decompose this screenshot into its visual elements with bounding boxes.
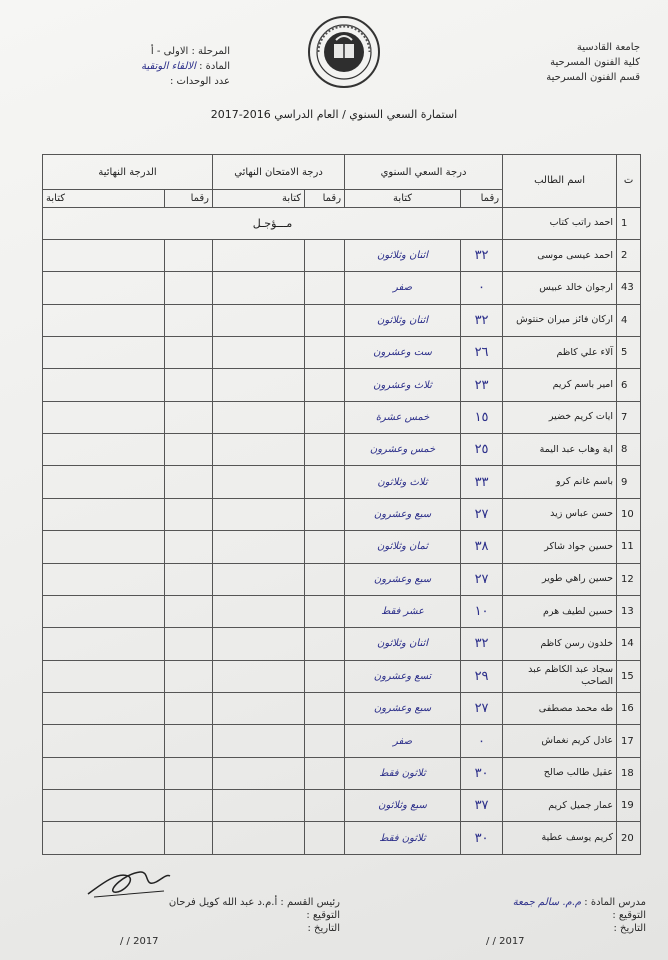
table-row — [43, 563, 641, 595]
student-name: طه محمد مصطفى — [503, 692, 617, 724]
student-name: آلاء علي كاظم — [503, 337, 617, 369]
annual-words: صفر — [345, 725, 461, 757]
student-name: عمار جميل كريم — [503, 790, 617, 822]
annual-words: ثلاث وثلاثون — [345, 466, 461, 498]
final-words — [43, 790, 165, 822]
annual-digits: ٢٣ — [461, 369, 503, 401]
exam-words — [213, 757, 305, 789]
row-number: 16 — [617, 692, 641, 724]
final-digits — [165, 790, 213, 822]
exam-words — [213, 692, 305, 724]
row-number: 43 — [617, 272, 641, 304]
annual-digits: ٣٠ — [461, 757, 503, 789]
final-words — [43, 595, 165, 627]
exam-words — [213, 822, 305, 855]
exam-words — [213, 239, 305, 271]
annual-words-header: كتابة — [345, 190, 461, 207]
table-row — [43, 531, 641, 563]
table-row — [43, 401, 641, 433]
exam-words — [213, 531, 305, 563]
final-words — [43, 337, 165, 369]
annual-digits: ٣٢ — [461, 304, 503, 336]
table-row — [43, 466, 641, 498]
units-label: عدد الوحدات : — [169, 76, 230, 87]
final-words — [43, 369, 165, 401]
row-number: 15 — [617, 660, 641, 692]
table-row — [43, 725, 641, 757]
exam-words — [213, 401, 305, 433]
col-seq-header: ت — [617, 155, 641, 208]
final-words — [43, 401, 165, 433]
table-row — [43, 790, 641, 822]
annual-words: سبع وعشرون — [345, 498, 461, 530]
college-name: كلية الفنون المسرحية — [550, 57, 640, 68]
table-row — [43, 369, 641, 401]
row-number: 17 — [617, 725, 641, 757]
teacher-date-label: التاريخ : — [613, 923, 646, 934]
exam-words-header: كتابة — [213, 190, 305, 207]
teacher-signature-label: التوقيع : — [612, 910, 646, 921]
annual-digits: ١٥ — [461, 401, 503, 433]
annual-words: سبع وعشرون — [345, 692, 461, 724]
annual-digits: ١٠ — [461, 595, 503, 627]
exam-words — [213, 466, 305, 498]
final-words — [43, 434, 165, 466]
annual-words: ثمان وثلاثون — [345, 531, 461, 563]
annual-digits: ٣٣ — [461, 466, 503, 498]
student-name: عقيل طالب صالح — [503, 757, 617, 789]
exam-digits — [305, 466, 345, 498]
annual-words: سبع وعشرون — [345, 563, 461, 595]
row-number: 8 — [617, 434, 641, 466]
final-digits — [165, 239, 213, 271]
final-words — [43, 628, 165, 660]
final-words — [43, 466, 165, 498]
final-digits — [165, 401, 213, 433]
department-name: قسم الفنون المسرحية — [546, 72, 640, 83]
student-name: اركان فائز ميران حنتوش — [503, 304, 617, 336]
annual-words: ثلاث وعشرون — [345, 369, 461, 401]
exam-digits-header: رقما — [305, 190, 345, 207]
row-number: 18 — [617, 757, 641, 789]
table-row — [43, 337, 641, 369]
subject-line — [60, 59, 230, 74]
table-row — [43, 304, 641, 336]
annual-digits: ٢٩ — [461, 660, 503, 692]
head-date-value: / / 2017 — [120, 936, 159, 947]
exam-words — [213, 725, 305, 757]
student-name: سجاد عبد الكاظم عبد الصاحب — [503, 660, 617, 692]
annual-words: ثلاثون فقط — [345, 822, 461, 855]
table-row — [43, 628, 641, 660]
table-row — [43, 239, 641, 271]
col-final-exam-header: درجة الامتحان النهائي — [213, 155, 345, 190]
university-name: جامعة القادسية — [576, 42, 640, 53]
final-words — [43, 498, 165, 530]
student-name: حسين جواد شاكر — [503, 531, 617, 563]
row-number: 1 — [617, 207, 641, 239]
final-words — [43, 692, 165, 724]
table-row — [43, 498, 641, 530]
exam-digits — [305, 369, 345, 401]
exam-words — [213, 563, 305, 595]
final-digits — [165, 337, 213, 369]
table-row — [43, 692, 641, 724]
final-digits — [165, 304, 213, 336]
table-row — [43, 595, 641, 627]
row-number: 11 — [617, 531, 641, 563]
exam-words — [213, 337, 305, 369]
final-digits — [165, 595, 213, 627]
row-number: 2 — [617, 239, 641, 271]
annual-words: اثنان وثلاثون — [345, 239, 461, 271]
final-words — [43, 239, 165, 271]
annual-digits: ٣٢ — [461, 239, 503, 271]
teacher-date-value: / / 2017 — [486, 936, 525, 947]
grades-table — [42, 154, 641, 855]
exam-digits — [305, 401, 345, 433]
student-name: كريم يوسف عطية — [503, 822, 617, 855]
student-name: باسم غانم كرو — [503, 466, 617, 498]
col-final-grade-header: الدرجة النهائية — [43, 155, 213, 190]
final-digits — [165, 628, 213, 660]
stage-label: المرحلة : الاولى - أ — [150, 46, 230, 57]
annual-words: خمس عشرة — [345, 401, 461, 433]
row-number: 14 — [617, 628, 641, 660]
exam-digits — [305, 337, 345, 369]
row-number: 4 — [617, 304, 641, 336]
head-date-line — [100, 922, 340, 935]
annual-digits: ٢٦ — [461, 337, 503, 369]
exam-digits — [305, 822, 345, 855]
annual-digits: ٠ — [461, 725, 503, 757]
final-digits — [165, 822, 213, 855]
row-number: 19 — [617, 790, 641, 822]
final-digits — [165, 660, 213, 692]
student-name: احمد راتب كتاب — [503, 207, 617, 239]
student-name: خلدون رسن كاظم — [503, 628, 617, 660]
final-digits — [165, 757, 213, 789]
exam-words — [213, 304, 305, 336]
student-name: عادل كريم نغماش — [503, 725, 617, 757]
row-number: 9 — [617, 466, 641, 498]
final-words — [43, 822, 165, 855]
exam-digits — [305, 757, 345, 789]
final-words — [43, 531, 165, 563]
student-name: احمد عيسى موسى — [503, 239, 617, 271]
exam-digits — [305, 628, 345, 660]
exam-digits — [305, 304, 345, 336]
annual-digits: ٣٠ — [461, 822, 503, 855]
exam-digits — [305, 239, 345, 271]
annual-digits: ٢٥ — [461, 434, 503, 466]
deferred-note: مـــؤجـل — [43, 207, 503, 239]
teacher-line — [446, 896, 646, 909]
annual-words: ثلاثون فقط — [345, 757, 461, 789]
subject-label: المادة : — [199, 61, 230, 72]
course-info-block — [60, 44, 230, 89]
exam-digits — [305, 272, 345, 304]
final-words — [43, 757, 165, 789]
final-digits — [165, 692, 213, 724]
annual-words: اثنان وثلاثون — [345, 628, 461, 660]
row-number: 13 — [617, 595, 641, 627]
table-row — [43, 660, 641, 692]
final-digits — [165, 272, 213, 304]
teacher-footer-block — [446, 896, 646, 948]
annual-words: صفر — [345, 272, 461, 304]
student-name: حسين لطيف هرم — [503, 595, 617, 627]
exam-digits — [305, 498, 345, 530]
final-digits — [165, 531, 213, 563]
col-annual-header: درجة السعي السنوي — [345, 155, 503, 190]
final-words-header: كتابة — [43, 190, 165, 207]
student-name: ايات كريم خضير — [503, 401, 617, 433]
annual-words: تسع وعشرون — [345, 660, 461, 692]
row-number: 5 — [617, 337, 641, 369]
table-row — [43, 757, 641, 789]
row-number: 6 — [617, 369, 641, 401]
exam-digits — [305, 725, 345, 757]
exam-words — [213, 498, 305, 530]
annual-words: اثنان وثلاثون — [345, 304, 461, 336]
university-seal-icon — [306, 14, 382, 90]
exam-words — [213, 595, 305, 627]
annual-digits: ٢٧ — [461, 692, 503, 724]
annual-digits: ٠ — [461, 272, 503, 304]
annual-digits: ٣٧ — [461, 790, 503, 822]
exam-digits — [305, 660, 345, 692]
exam-words — [213, 434, 305, 466]
student-name: ارجوان خالد عبيس — [503, 272, 617, 304]
student-name: امير باسم كريم — [503, 369, 617, 401]
student-name: حسين راهي طوير — [503, 563, 617, 595]
subject-value: الالقاء الوتقية — [141, 61, 196, 72]
student-name: اية وهاب عبد اليمة — [503, 434, 617, 466]
annual-digits: ٣٨ — [461, 531, 503, 563]
col-name-header: اسم الطالب — [503, 155, 617, 208]
head-signature-label: التوقيع : — [306, 910, 340, 921]
row-number: 12 — [617, 563, 641, 595]
student-name: حسن عباس زيد — [503, 498, 617, 530]
exam-digits — [305, 434, 345, 466]
row-number: 20 — [617, 822, 641, 855]
final-words — [43, 563, 165, 595]
annual-words: عشر فقط — [345, 595, 461, 627]
annual-digits: ٢٧ — [461, 498, 503, 530]
exam-digits — [305, 692, 345, 724]
head-date-label: التاريخ : — [307, 923, 340, 934]
header-row — [43, 155, 641, 190]
final-digits — [165, 563, 213, 595]
annual-words: ست وعشرون — [345, 337, 461, 369]
final-digits — [165, 725, 213, 757]
annual-digits: ٣٢ — [461, 628, 503, 660]
row-number: 7 — [617, 401, 641, 433]
table-row — [43, 434, 641, 466]
final-digits — [165, 498, 213, 530]
annual-words: خمس وعشرون — [345, 434, 461, 466]
annual-digits-header: رقما — [461, 190, 503, 207]
final-digits — [165, 369, 213, 401]
final-words — [43, 660, 165, 692]
head-label: رئيس القسم : أ.م.د عبد الله كويل فرحان — [168, 897, 340, 908]
exam-digits — [305, 563, 345, 595]
final-words — [43, 725, 165, 757]
table-row — [43, 272, 641, 304]
institution-block — [490, 40, 640, 85]
table-row — [43, 822, 641, 855]
final-digits — [165, 434, 213, 466]
annual-words: سبع وثلاثون — [345, 790, 461, 822]
teacher-value: م.م. سالم جمعة — [512, 897, 582, 908]
teacher-label: مدرس المادة : — [584, 897, 646, 908]
exam-words — [213, 369, 305, 401]
final-words — [43, 272, 165, 304]
exam-digits — [305, 790, 345, 822]
exam-words — [213, 272, 305, 304]
exam-digits — [305, 595, 345, 627]
exam-digits — [305, 531, 345, 563]
final-digits-header: رقما — [165, 190, 213, 207]
head-footer-block — [100, 896, 340, 948]
form-title: استمارة السعي السنوي / العام الدراسي 2016-2017 — [210, 108, 458, 121]
final-words — [43, 304, 165, 336]
exam-words — [213, 790, 305, 822]
table-row — [43, 207, 641, 239]
annual-digits: ٢٧ — [461, 563, 503, 595]
final-digits — [165, 466, 213, 498]
row-number: 10 — [617, 498, 641, 530]
exam-words — [213, 628, 305, 660]
exam-words — [213, 660, 305, 692]
